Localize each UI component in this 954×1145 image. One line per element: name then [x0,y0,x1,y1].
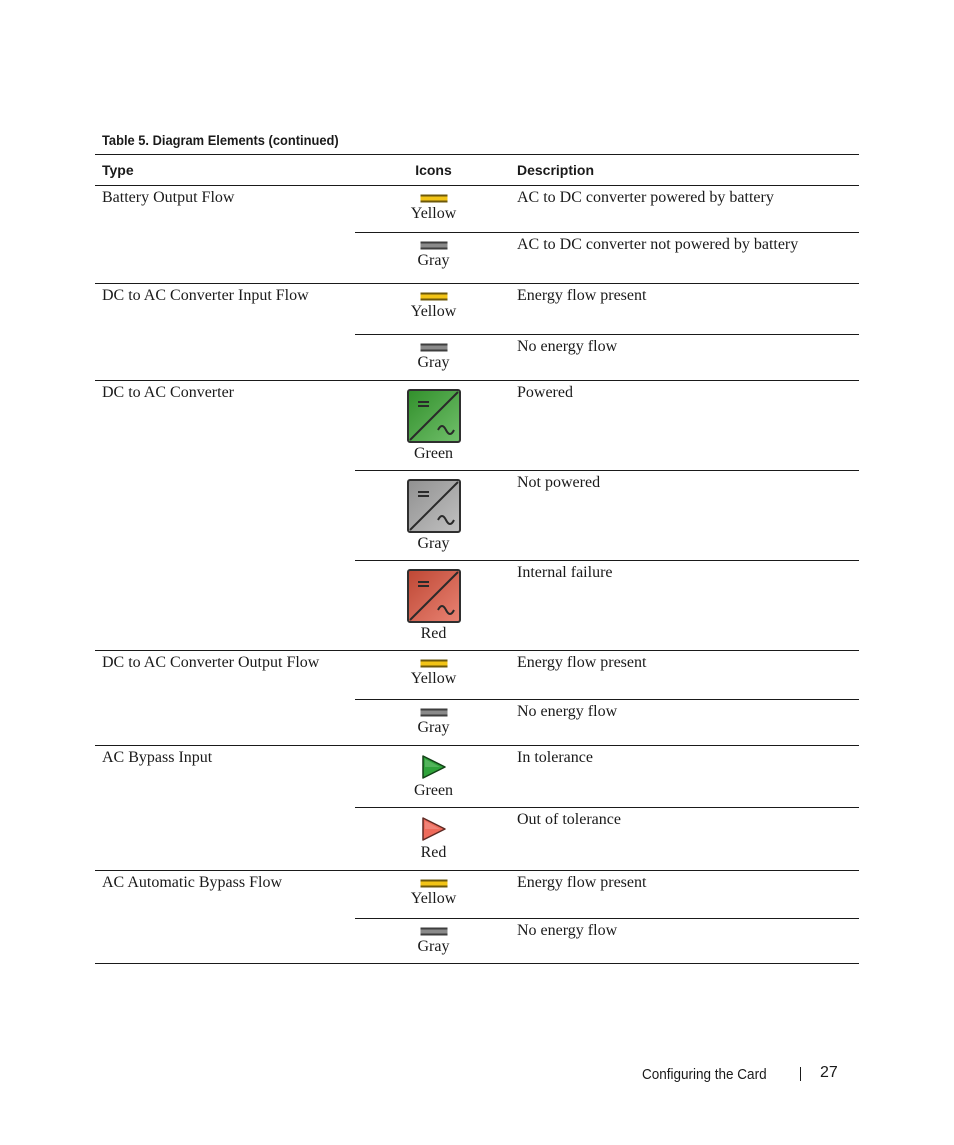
converter-icon [407,569,461,623]
header-description: Description [512,155,859,186]
icon-color-label: Yellow [410,303,457,320]
element-description: Energy flow present [512,651,859,700]
element-description: AC to DC converter not powered by battery [512,233,859,284]
icon-color-label: Yellow [410,670,457,687]
icon-color-label: Gray [417,938,450,955]
element-description: Out of tolerance [512,808,859,871]
flow-line-icon [420,708,448,717]
icon-color-label: Gray [417,354,450,371]
icon-color-label: Gray [417,719,450,736]
header-type: Type [95,155,355,186]
triangle-arrow-icon [420,816,448,842]
icon-color-label: Red [420,625,447,642]
converter-icon [407,479,461,533]
element-type: AC Bypass Input [95,746,355,871]
icon-color-label: Yellow [410,890,457,907]
icon-cell [355,233,512,284]
table-row [95,284,859,335]
footer-divider [800,1067,801,1081]
flow-line-icon [420,241,448,250]
icon-cell [355,335,512,381]
element-description: Powered [512,381,859,471]
flow-line-icon [420,343,448,352]
element-description: AC to DC converter powered by battery [512,186,859,233]
element-type: DC to AC Converter Output Flow [95,651,355,746]
element-type: DC to AC Converter [95,381,355,651]
icon-cell [355,808,512,871]
element-type: AC Automatic Bypass Flow [95,871,355,964]
element-description: Not powered [512,471,859,561]
icon-cell [355,919,512,964]
element-description: Energy flow present [512,871,859,919]
icon-cell [355,471,512,561]
converter-icon [407,389,461,443]
table-header-row [95,155,859,186]
icon-color-label: Red [420,844,447,861]
flow-line-icon [420,927,448,936]
diagram-elements-table [95,154,859,964]
icon-cell [355,381,512,471]
icon-cell [355,561,512,651]
header-icons: Icons [355,155,512,186]
table-caption: Table 5. Diagram Elements (continued) [102,132,339,148]
icon-cell [355,284,512,335]
table-row [95,651,859,700]
element-description: Energy flow present [512,284,859,335]
icon-color-label: Gray [417,252,450,269]
element-type: DC to AC Converter Input Flow [95,284,355,381]
element-description: No energy flow [512,700,859,746]
flow-line-icon [420,194,448,203]
flow-line-icon [420,292,448,301]
icon-cell [355,700,512,746]
page-number: 27 [820,1064,838,1081]
element-description: Internal failure [512,561,859,651]
flow-line-icon [420,879,448,888]
element-description: No energy flow [512,919,859,964]
element-description: No energy flow [512,335,859,381]
icon-color-label: Yellow [410,205,457,222]
triangle-arrow-icon [420,754,448,780]
icon-cell [355,871,512,919]
icon-cell [355,186,512,233]
icon-color-label: Gray [417,535,450,552]
icon-cell [355,651,512,700]
table-row [95,746,859,808]
element-description: In tolerance [512,746,859,808]
table-row [95,381,859,471]
icon-color-label: Green [413,445,454,462]
flow-line-icon [420,659,448,668]
icon-cell [355,746,512,808]
icon-color-label: Green [413,782,454,799]
footer-section-title: Configuring the Card [642,1066,767,1083]
element-type: Battery Output Flow [95,186,355,284]
table-row [95,186,859,233]
table-body [95,186,859,964]
table-row [95,871,859,919]
